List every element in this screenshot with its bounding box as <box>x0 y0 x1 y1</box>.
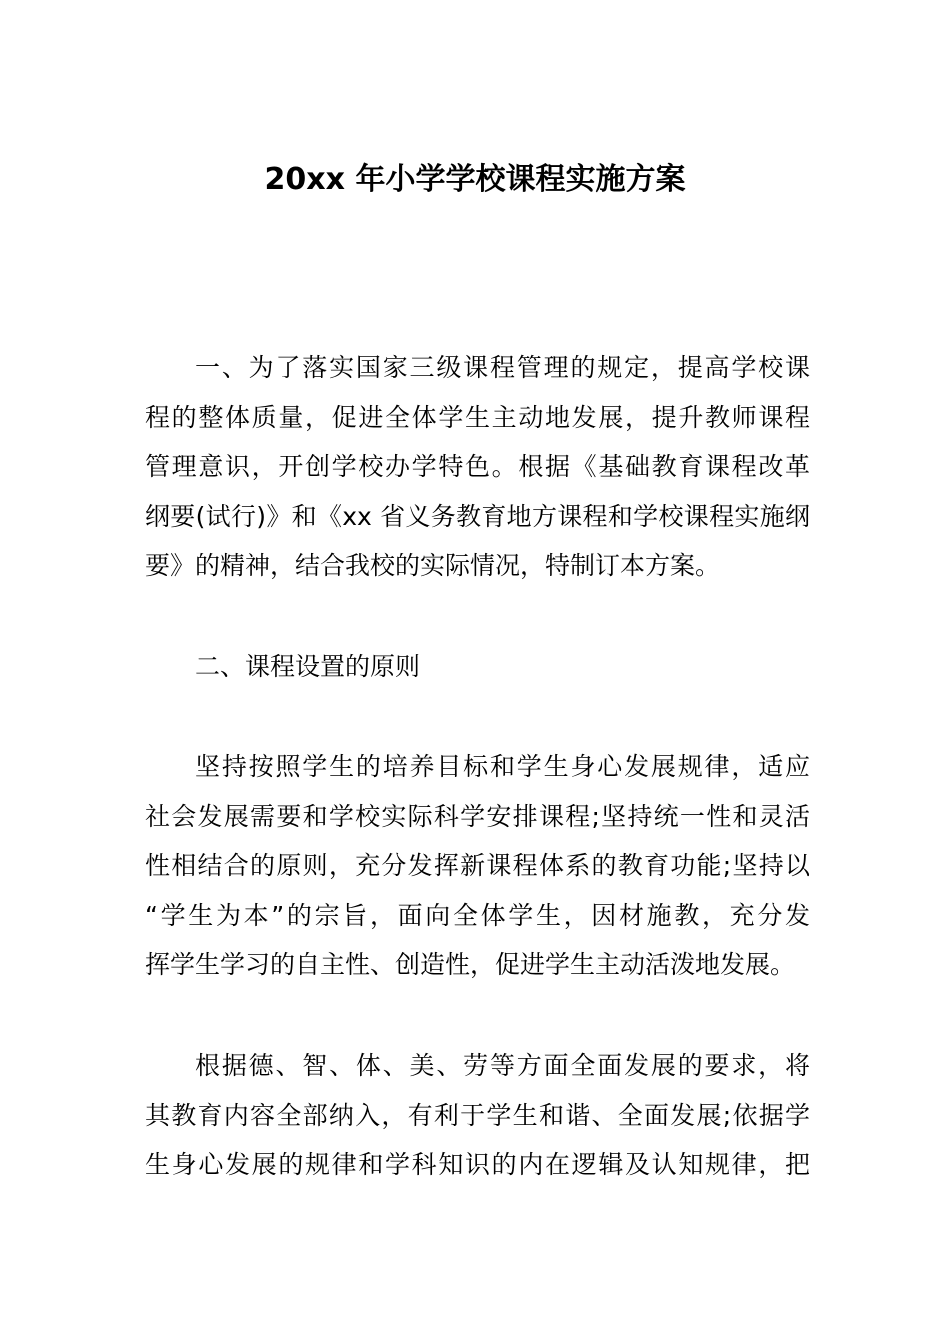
section-heading-line: 二、课程设置的原则 <box>195 652 421 681</box>
paragraph-line: 一、为了落实国家三级课程管理的规定，提高学校课 <box>195 353 810 382</box>
paragraph-development <box>145 1041 810 1190</box>
paragraph-line: 根据德、智、体、美、劳等方面全面发展的要求，将 <box>195 1051 810 1080</box>
paragraph-line: 生身心发展的规律和学科知识的内在逻辑及认知规律，把 <box>145 1150 810 1179</box>
paragraph-line: 纲要(试行)》和《xx 省义务教育地方课程和学校课程实施纲 <box>145 501 810 531</box>
paragraph-line: 程的整体质量，促进全体学生主动地发展，提升教师课程 <box>145 402 810 432</box>
paragraph-principles <box>145 742 810 990</box>
paragraph-line: “学生为本”的宗旨，面向全体学生，因材施教，充分发 <box>145 900 810 930</box>
paragraph-line: 社会发展需要和学校实际科学安排课程;坚持统一性和灵活 <box>145 801 810 831</box>
paragraph-line: 要》的精神，结合我校的实际情况，特制订本方案。 <box>145 551 721 580</box>
paragraph-line: 挥学生学习的自主性、创造性，促进学生主动活泼地发展。 <box>145 950 796 979</box>
paragraph-line: 其教育内容全部纳入，有利于学生和谐、全面发展;依据学 <box>145 1100 810 1130</box>
document-title: 20xx 年小学学校课程实施方案 <box>264 162 686 197</box>
paragraph-line: 性相结合的原则，充分发挥新课程体系的教育功能;坚持以 <box>145 851 810 880</box>
paragraph-line: 管理意识，开创学校办学特色。根据《基础教育课程改革 <box>145 452 810 481</box>
paragraph-purpose <box>145 343 810 591</box>
paragraph-line: 坚持按照学生的培养目标和学生身心发展规律，适应 <box>195 752 810 781</box>
section-heading-principles <box>145 642 810 692</box>
